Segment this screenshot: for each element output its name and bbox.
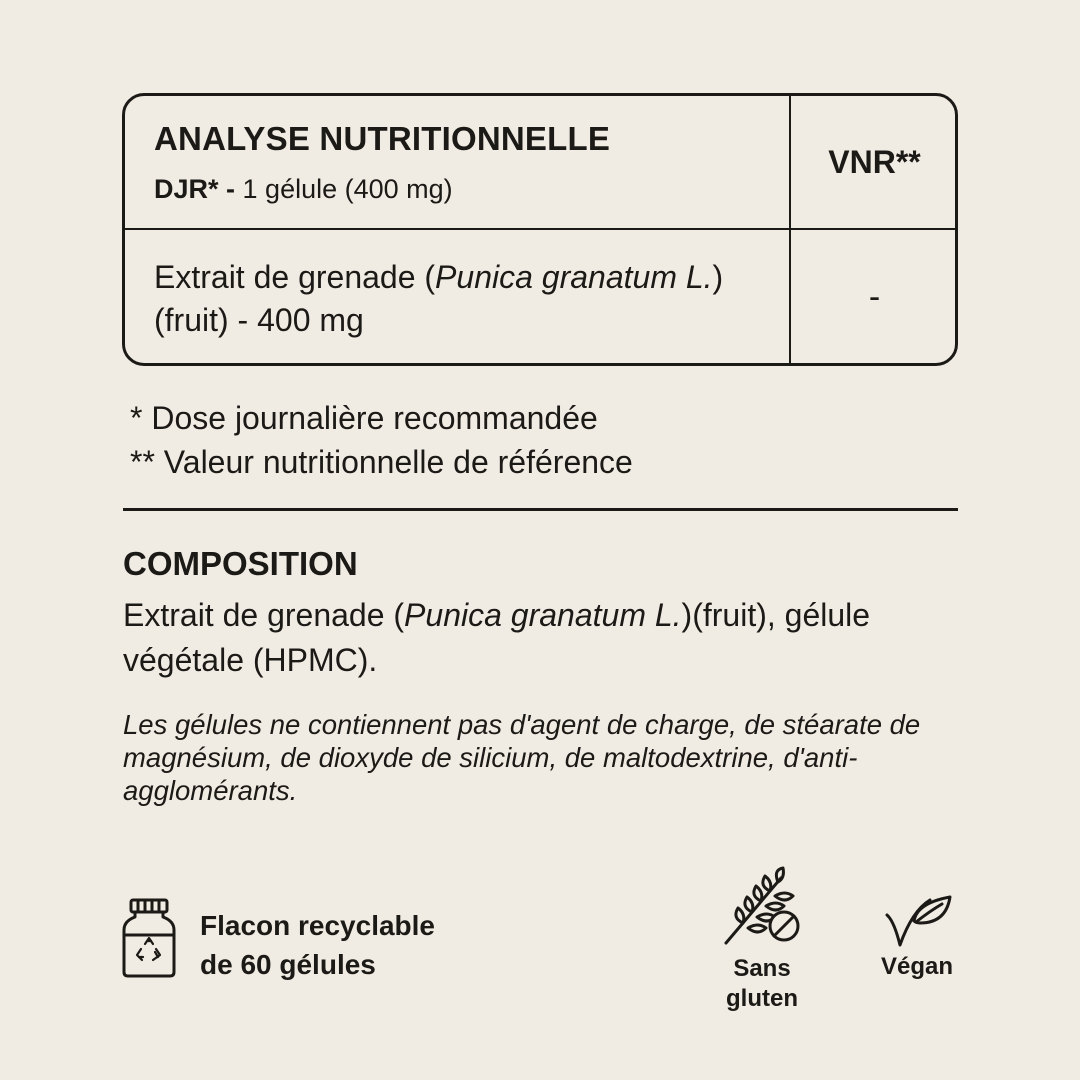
vegan-label: Végan — [880, 953, 954, 980]
djr-label: DJR* — [154, 174, 219, 204]
recyclable-bottle-icon — [121, 897, 177, 984]
vnr-header: VNR** — [828, 144, 921, 180]
ingredient-prefix: Extrait de grenade ( — [154, 259, 436, 295]
djr-line — [154, 174, 453, 205]
footnotes — [130, 396, 633, 484]
composition-disclaimer: Les gélules ne contiennent pas d'agent de charge, de stéarate de magnésium, de dioxyde de silicium, de maltodextrine, d'anti-agglomérants. — [123, 709, 921, 806]
flacon-line-2: de 60 gélules — [200, 949, 376, 980]
vnr-value: - — [868, 278, 881, 316]
gluten-line-2: gluten — [726, 985, 798, 1012]
composition-text — [123, 593, 963, 683]
ingredient-latin-name: Punica granatum L. — [435, 259, 713, 295]
table-horizontal-divider — [125, 228, 955, 230]
composition-suffix: )(fruit), gélule végétale (HPMC). — [123, 597, 871, 678]
composition-prefix: Extrait de grenade ( — [123, 597, 405, 633]
section-divider — [123, 508, 958, 511]
gluten-line-1: Sans — [733, 955, 791, 982]
flacon-line-1: Flacon recyclable — [200, 910, 436, 941]
ingredient-suffix: )(fruit) - 400 mg — [154, 259, 724, 338]
vegan-leaf-icon — [884, 893, 954, 954]
flacon-text — [200, 906, 435, 984]
djr-separator: - — [218, 174, 243, 204]
gluten-free-label — [700, 954, 824, 1014]
gluten-free-icon — [721, 866, 805, 955]
composition-latin-name: Punica granatum L. — [404, 597, 682, 633]
nutrition-table — [122, 93, 958, 366]
footnote-djr: * Dose journalière recommandée — [130, 400, 598, 436]
ingredient-cell — [154, 256, 774, 342]
table-title: ANALYSE NUTRITIONNELLE — [154, 120, 611, 157]
djr-value: 1 gélule (400 mg) — [242, 174, 453, 204]
composition-title: COMPOSITION — [123, 545, 358, 582]
footnote-vnr: ** Valeur nutritionnelle de référence — [130, 444, 633, 480]
